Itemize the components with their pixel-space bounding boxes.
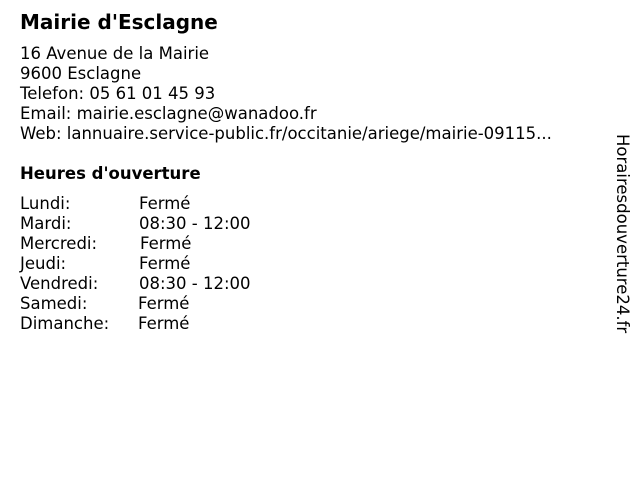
watermark-text: Horairesdouverture24.fr (613, 134, 632, 334)
day-label: Lundi: (20, 194, 71, 213)
site-watermark (612, 134, 632, 344)
day-label: Dimanche: (20, 314, 110, 333)
day-hours: Fermé (140, 234, 192, 253)
day-hours: Fermé (139, 254, 191, 273)
street-address: 16 Avenue de la Mairie (20, 44, 210, 63)
day-hours: Fermé (139, 194, 191, 213)
phone-number: Telefon: 05 61 01 45 93 (20, 84, 216, 103)
website-url: Web: lannuaire.service-public.fr/occitanie/ariege/mairie-09115... (20, 124, 552, 143)
day-label: Jeudi: (20, 254, 67, 273)
day-hours: 08:30 - 12:00 (139, 214, 251, 233)
day-label: Vendredi: (20, 274, 99, 293)
day-hours: Fermé (138, 314, 190, 333)
city-postcode: 9600 Esclagne (20, 64, 142, 83)
page-title: Mairie d'Esclagne (20, 10, 218, 34)
day-hours: 08:30 - 12:00 (139, 274, 251, 293)
opening-hours-heading: Heures d'ouverture (20, 164, 201, 183)
email-address: Email: mairie.esclagne@wanadoo.fr (20, 104, 317, 123)
day-label: Mardi: (20, 214, 72, 233)
day-hours: Fermé (138, 294, 190, 313)
day-label: Samedi: (20, 294, 88, 313)
address-block (20, 44, 552, 144)
day-label: Mercredi: (20, 234, 98, 253)
